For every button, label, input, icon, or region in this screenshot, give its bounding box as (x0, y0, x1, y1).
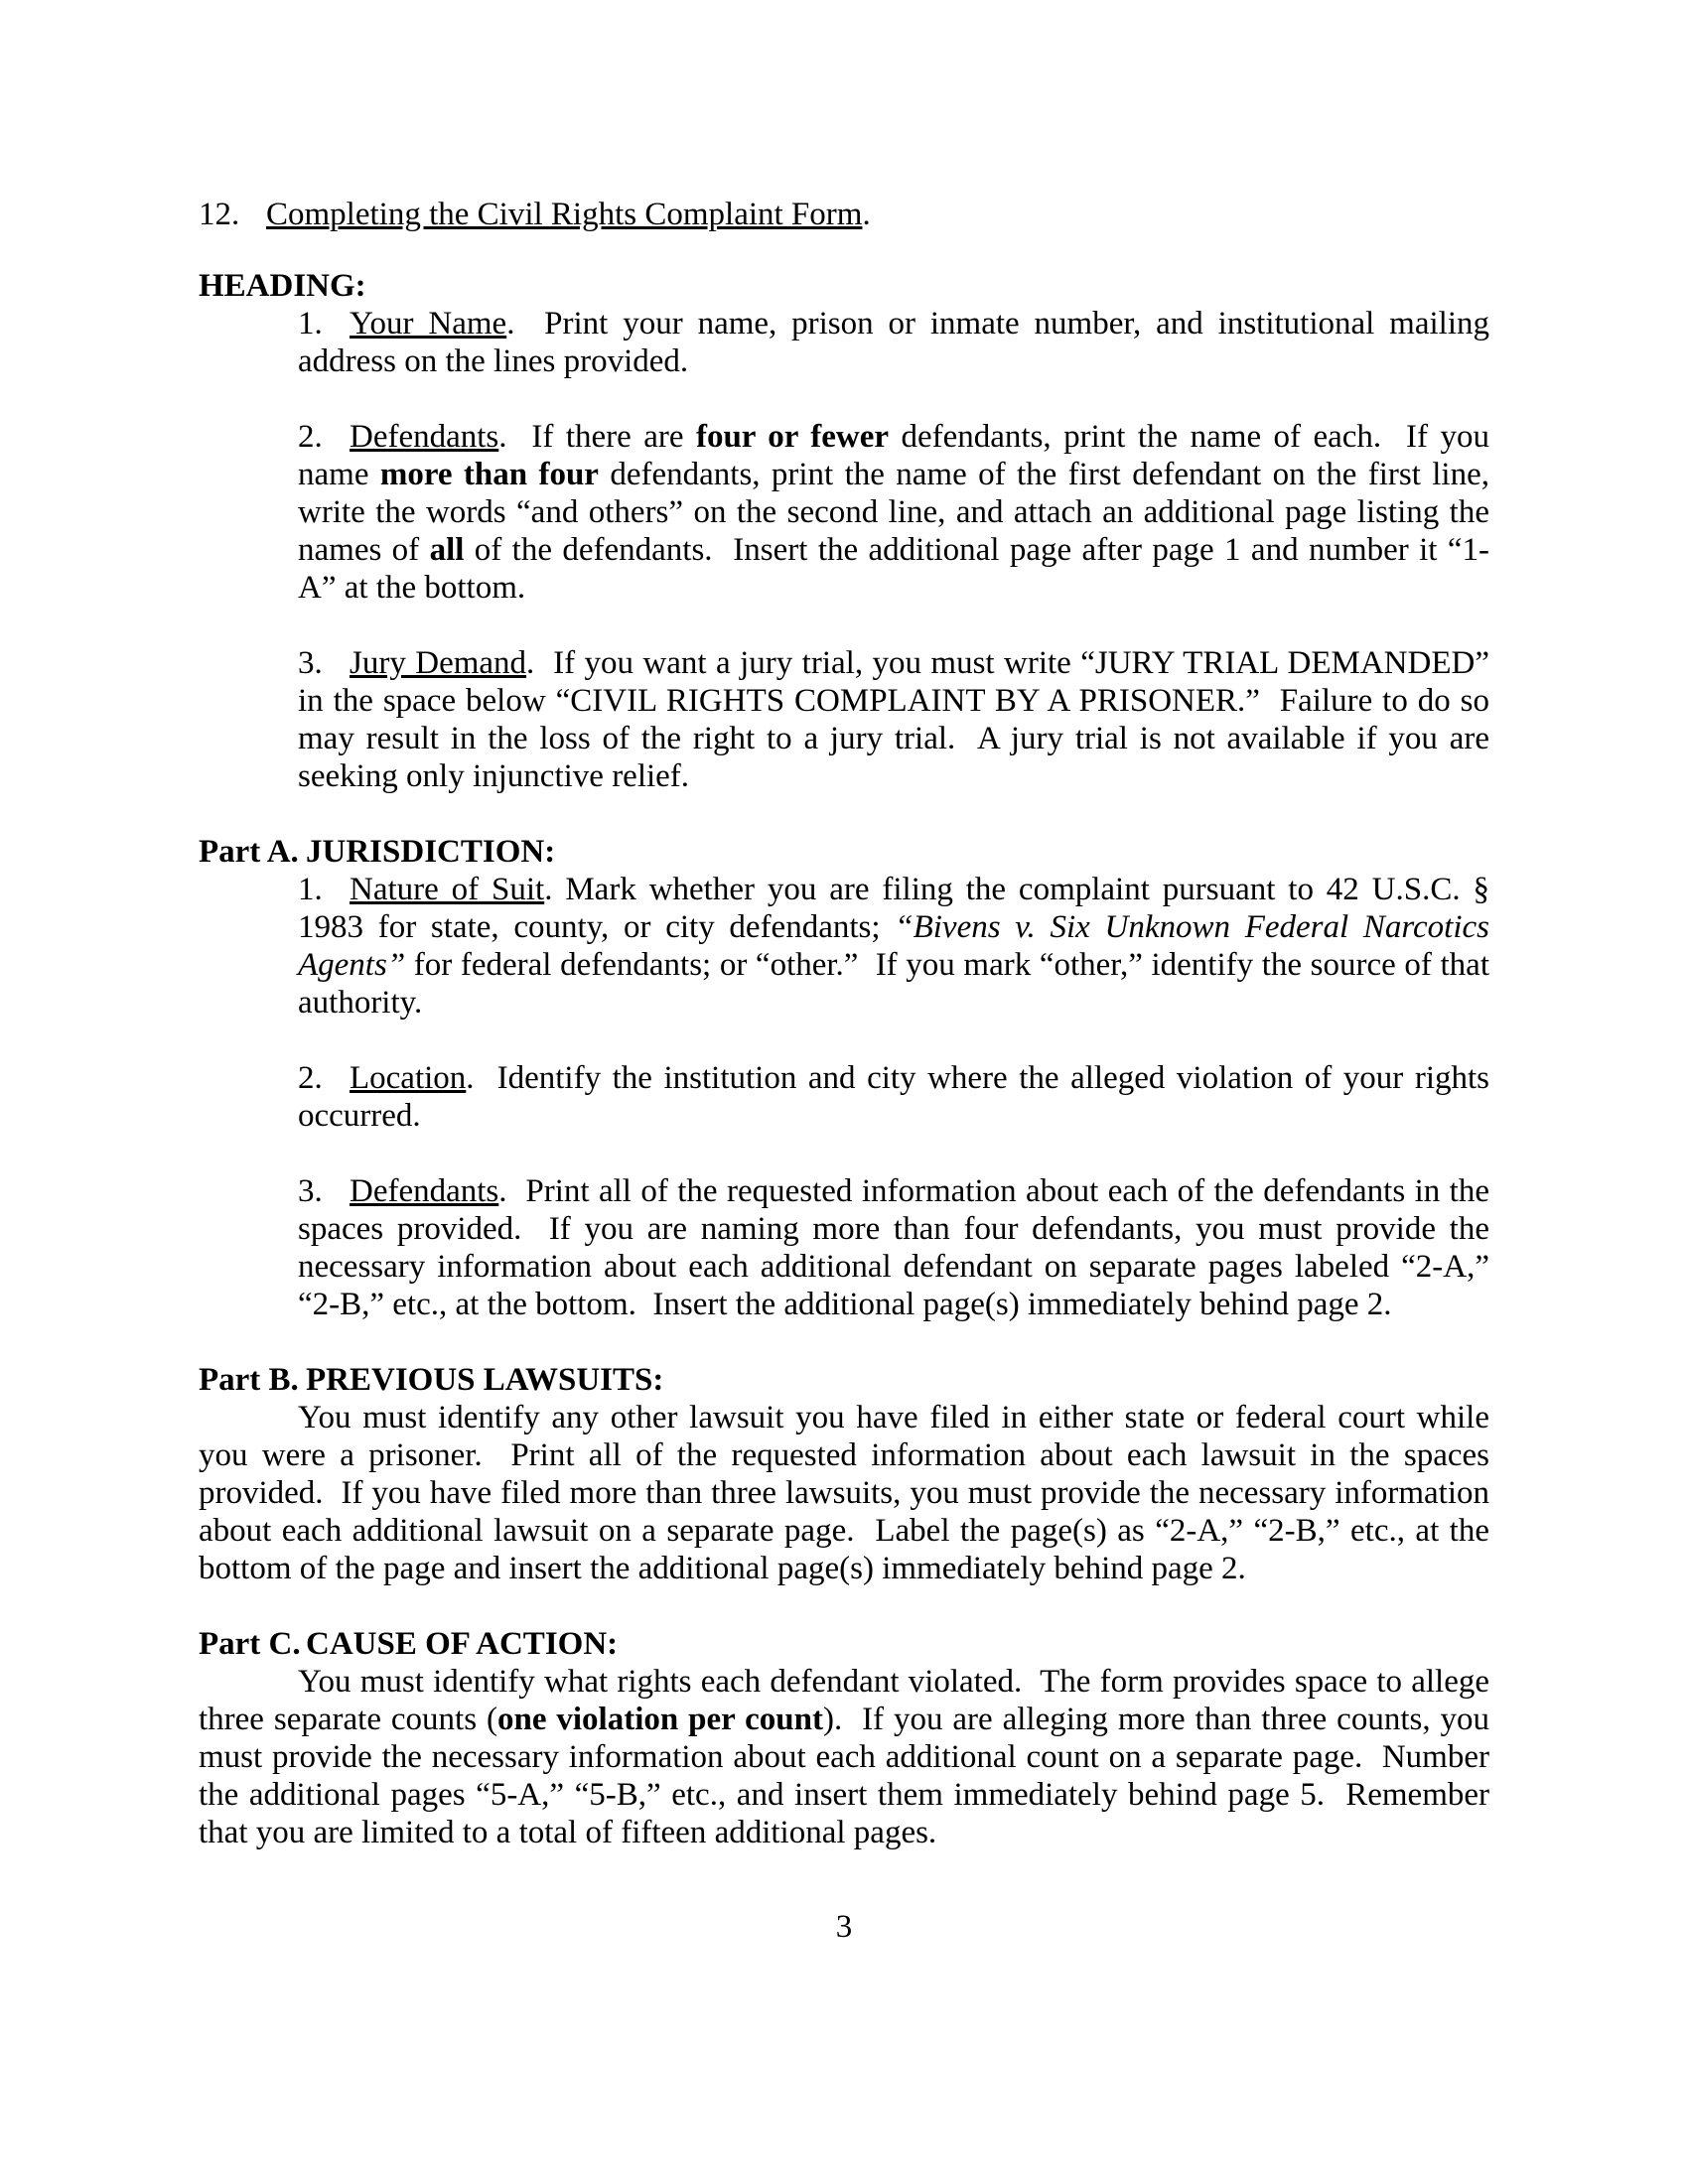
part-c-body: You must identify what rights each defendant violated. The form provides space to allege three separate counts (one violation per count). If you are alleging more than three counts, you must provide the necessary information about each additional count on a separate page. Number the additional pages “5-A,” “5-B,” etc., and insert them immediately behind page 5. Remember that you are limited to a total of fifteen additional pages. (199, 1664, 1490, 1850)
part-b-section (199, 1361, 1489, 1587)
part-a-section (199, 833, 1489, 1323)
part-a-title: JURISDICTION: (306, 834, 556, 870)
heading-section (199, 267, 1489, 795)
item-number: 2. (298, 419, 323, 455)
part-b-heading (199, 1361, 1489, 1399)
instruction-item-location (298, 1059, 1489, 1135)
section-12-title-text: Completing the Civil Rights Complaint Form (266, 197, 863, 232)
part-b-body: You must identify any other lawsuit you have filed in either state or federal court while you were a prisoner. Print all of the requested information about each lawsuit in the spaces provided. If you have filed more than three lawsuits, you must provide the necessary information about each additional lawsuit on a separate page. Label the page(s) as “2-A,” “2-B,” etc., at the bottom of the page and insert the additional page(s) immediately behind page 2. (199, 1400, 1489, 1586)
part-c-section (199, 1625, 1489, 1851)
document-content (199, 196, 1489, 1851)
part-b-title: PREVIOUS LAWSUITS: (306, 1362, 664, 1398)
section-12-title (199, 196, 1489, 233)
heading-label: HEADING: (199, 268, 366, 304)
part-c-label: Part C. (199, 1626, 301, 1662)
heading-section-title (199, 267, 1489, 305)
instruction-item-nature-of-suit (298, 871, 1489, 1022)
instruction-item-jury-demand (298, 644, 1489, 795)
instruction-item-part-a-defendants (298, 1172, 1489, 1323)
item-number: 3. (298, 645, 323, 681)
item-text: Your Name. Print your name, prison or inmate number, and institutional mailing address on the lines provided. (298, 306, 1490, 379)
item-text: Defendants. Print all of the requested information about each of the defendants in the spaces provided. If you are naming more than four defendants, you must provide the necessary information about each additional defendant on separate pages labeled “2-A,” “2-B,” etc., at the bottom. Insert the additional page(s) immediately behind page 2. (298, 1173, 1489, 1322)
instruction-item-your-name (298, 305, 1489, 380)
section-12-number: 12. (199, 197, 240, 232)
item-number: 1. (298, 872, 323, 907)
item-number: 1. (298, 306, 323, 341)
item-text: Location. Identify the institution and city where the alleged violation of your rights occurred. (298, 1060, 1489, 1134)
part-c-title: CAUSE OF ACTION: (306, 1626, 619, 1662)
part-a-label: Part A. (199, 834, 299, 870)
section-12-title-period: . (862, 197, 871, 232)
item-number: 2. (298, 1060, 323, 1096)
item-text: Defendants. If there are four or fewer defendants, print the name of each. If you name more than four defendants, print the name of the first defendant on the first line, write the words “and others” on the second line, and attach an additional page listing the names of all of the defendants. Insert the additional page after page 1 and number it “1-A” at the bottom. (298, 419, 1489, 606)
item-number: 3. (298, 1173, 323, 1209)
part-a-heading (199, 833, 1489, 871)
item-text: Nature of Suit. Mark whether you are filing the complaint pursuant to 42 U.S.C. § 1983 for state, county, or city defendants; “Bivens v. Six Unknown Federal Narcotics Agents” for federal defendants; or “other.” If you mark “other,” identify the source of that authority. (298, 872, 1489, 1021)
instruction-item-defendants (298, 418, 1489, 607)
part-b-label: Part B. (199, 1362, 299, 1398)
part-c-heading (199, 1625, 1489, 1663)
page-number: 3 (835, 1909, 853, 1945)
item-text: Jury Demand. If you want a jury trial, you must write “JURY TRIAL DEMANDED” in the space below “CIVIL RIGHTS COMPLAINT BY A PRISONER.” Failure to do so may result in the loss of the right to a jury trial. A jury trial is not available if you are seeking only injunctive relief. (298, 645, 1489, 794)
